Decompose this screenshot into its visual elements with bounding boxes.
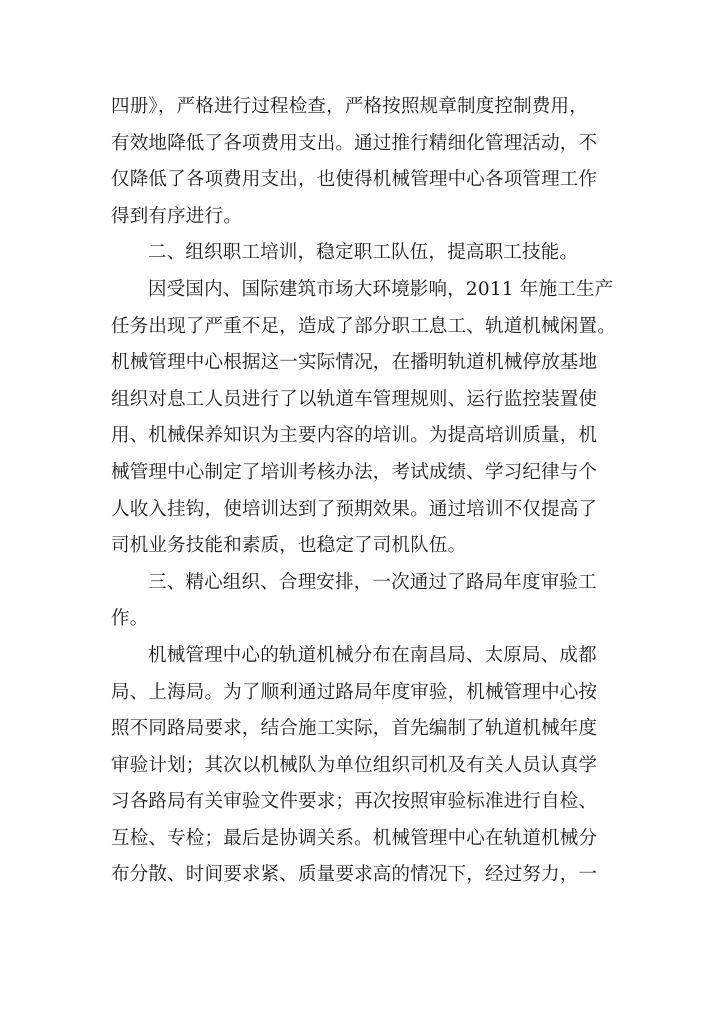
text-line: 布分散、时间要求紧、质量要求高的情况下，经过努力，一 [111, 864, 598, 886]
text-line: 因受国内、国际建筑市场大环境影响，2011 年施工生产 [148, 278, 614, 300]
text-line: 作。 [111, 608, 149, 630]
text-line: 械管理中心制定了培训考核办法，考试成绩、学习纪律与个 [111, 461, 598, 483]
text-line: 得到有序进行。 [111, 205, 242, 227]
text-line: 四册》，严格进行过程检查，严格按照规章制度控制费用， [111, 96, 588, 117]
text-line: 照不同路局要求，结合施工实际，首先编制了轨道机械年度 [111, 718, 598, 740]
text-line: 组织对息工人员进行了以轨道车管理规则、运行监控装置使 [111, 388, 598, 410]
text-line: 任务出现了严重不足，造成了部分职工息工、轨道机械闲置。 [111, 315, 616, 337]
text-line: 司机业务技能和素质，也稳定了司机队伍。 [111, 535, 467, 557]
text-line: 用、机械保养知识为主要内容的培训。为提高培训质量，机 [111, 425, 598, 447]
text-line: 机械管理中心根据这一实际情况，在播明轨道机械停放基地 [111, 352, 598, 374]
section-heading: 二、组织职工培训，稳定职工队伍，提高职工技能。 [148, 242, 579, 264]
text-line: 仅降低了各项费用支出，也使得机械管理中心各项管理工作 [111, 169, 598, 191]
text-line: 习各路局有关审验文件要求；再次按照审验标准进行自检、 [111, 791, 598, 813]
text-line: 机械管理中心的轨道机械分布在南昌局、太原局、成都 [148, 644, 597, 666]
text-line: 人收入挂钩，使培训达到了预期效果。通过培训不仅提高了 [111, 498, 598, 520]
text-line: 互检、专检；最后是协调关系。机械管理中心在轨道机械分 [111, 827, 598, 849]
text-line: 局、上海局。为了顺利通过路局年度审验，机械管理中心按 [111, 681, 598, 703]
text-line: 审验计划；其次以机械队为单位组织司机及有关人员认真学 [111, 754, 598, 776]
section-heading: 三、精心组织、合理安排，一次通过了路局年度审验工 [148, 571, 597, 593]
text-line: 有效地降低了各项费用支出。通过推行精细化管理活动，不 [111, 132, 598, 154]
document-body [111, 89, 616, 894]
